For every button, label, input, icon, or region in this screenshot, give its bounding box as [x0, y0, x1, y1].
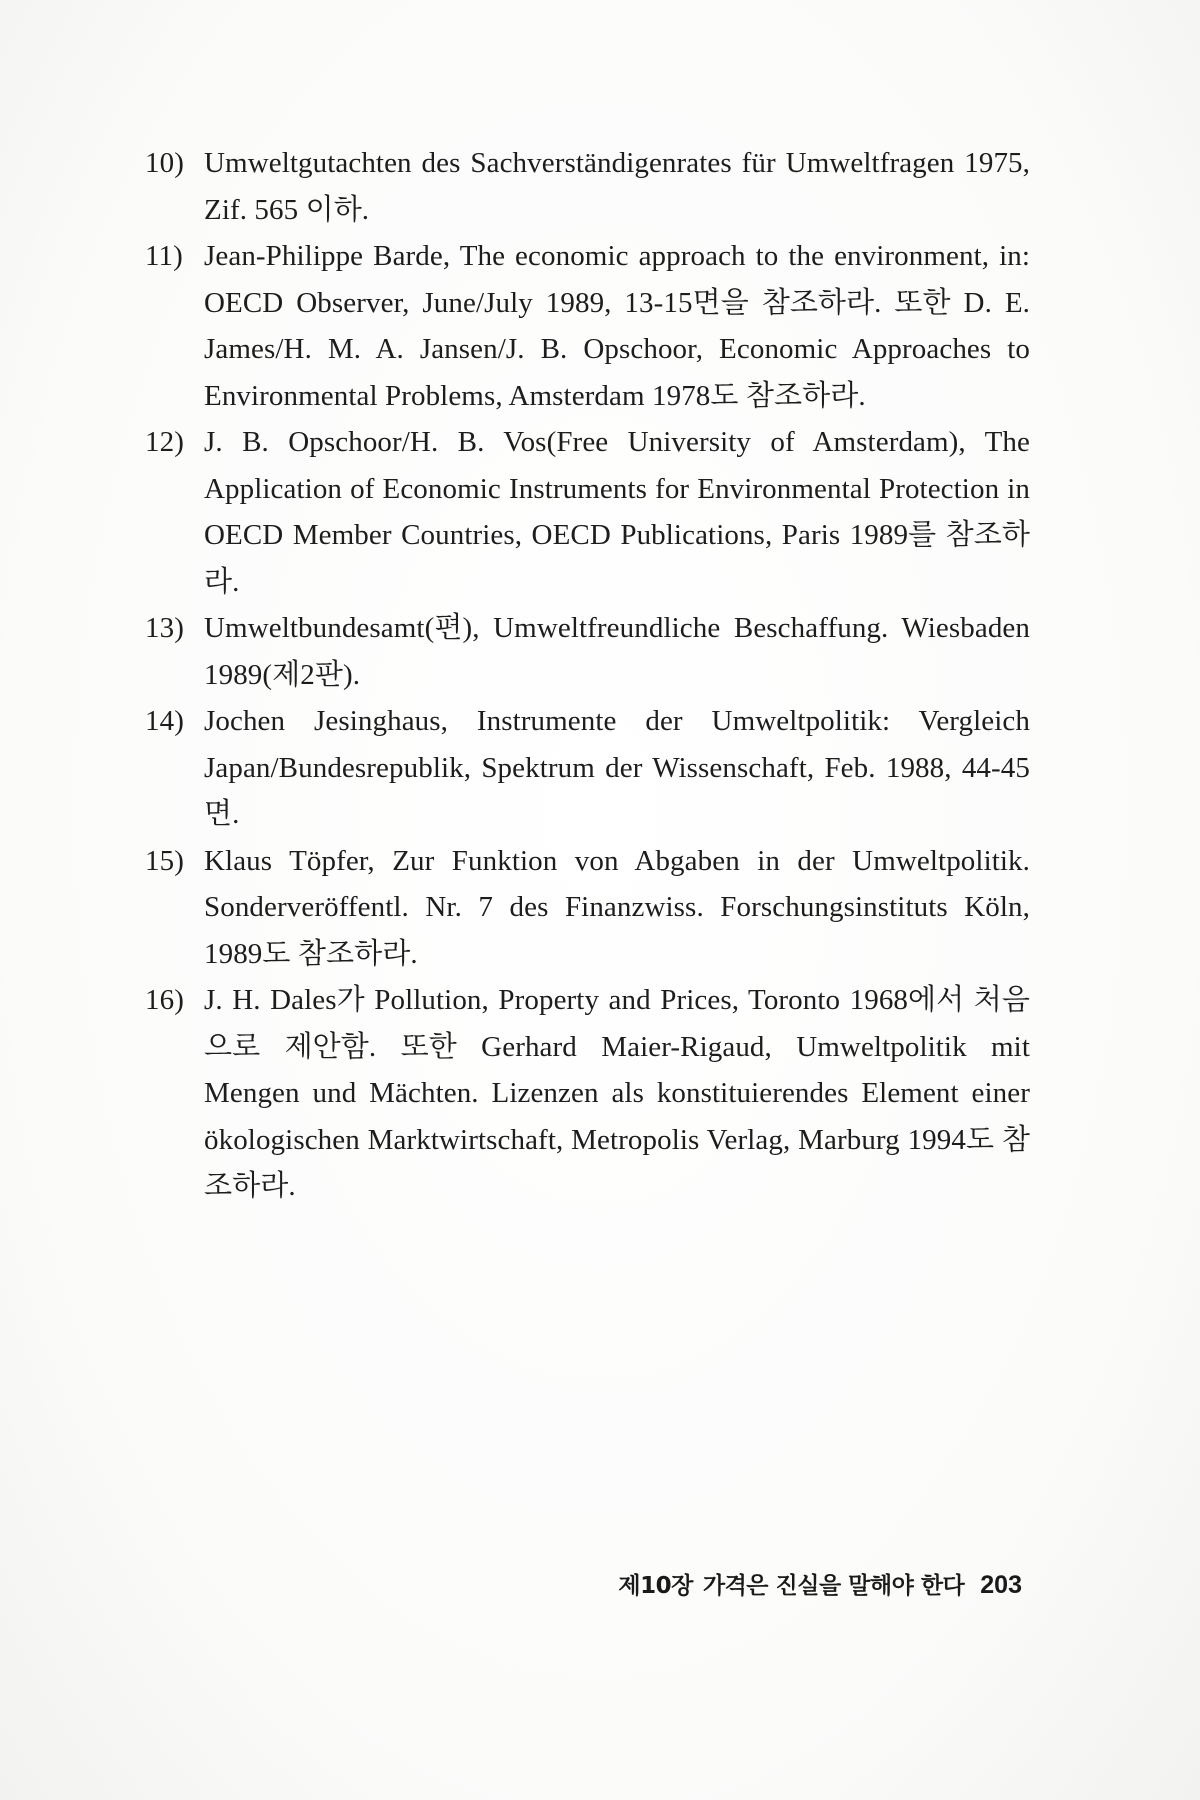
endnote-text: J. B. Opschoor/H. B. Vos(Free University of Amsterdam), The Application of Economic Instruments for Environmental Protection in OECD Member Countries, OECD Publications, Paris 1989를 참조하라.: [204, 426, 1030, 598]
endnote-number: 14): [145, 705, 184, 737]
endnote: [145, 977, 1030, 1210]
endnote-text: Jean-Philippe Barde, The economic approach to the environment, in: OECD Observer, June/July 1989, 13-15면을 참조하라. 또한 D. E. James/H. M. A. Jansen/J. B. Opschoor, Economic Approaches to Environmental Problems, Amsterdam 1978도 참조하라.: [204, 240, 1030, 412]
endnote-number: 13): [145, 612, 184, 644]
endnote: [145, 419, 1030, 605]
endnote-number: 16): [145, 984, 184, 1016]
endnotes-list: [145, 140, 1030, 1210]
endnote-text: Klaus Töpfer, Zur Funktion von Abgaben in der Umweltpolitik. Sonderveröffentl. Nr. 7 des Finanzwiss. Forschungsinstituts Köln, 1989도 참조하라.: [204, 844, 1030, 970]
chapter-title: 가격은 진실을 말해야 한다: [702, 1573, 965, 1599]
endnote-text: Jochen Jesinghaus, Instrumente der Umweltpolitik: Vergleich Japan/Bundesrepublik, Spektrum der Wissenschaft, Feb. 1988, 44-45면.: [204, 705, 1030, 830]
endnote-number: 11): [145, 240, 183, 272]
endnote: [145, 233, 1030, 419]
running-footer: [618, 1570, 1022, 1601]
chapter-label: 제10장: [618, 1573, 693, 1599]
endnote-text: J. H. Dales가 Pollution, Property and Prices, Toronto 1968에서 처음으로 제안함. 또한 Gerhard Maier-Rigaud, Umweltpolitik mit Mengen und Mächten. Lizenzen als konstituierendes Element einer ökologischen Marktwirtschaft, Metropolis Verlag, Marburg 1994도 참조하라.: [204, 984, 1030, 1202]
endnote: [145, 605, 1030, 698]
endnote-number: 12): [145, 426, 184, 458]
endnote: [145, 140, 1030, 233]
page-number: 203: [980, 1571, 1022, 1599]
endnote-number: 15): [145, 844, 184, 877]
endnote: [145, 698, 1030, 838]
endnote-number: 10): [145, 147, 184, 179]
endnote-text: Umweltgutachten des Sachverständigenrates für Umweltfragen 1975, Zif. 565 이하.: [204, 147, 1030, 226]
endnote-text: Umweltbundesamt(편), Umweltfreundliche Beschaffung. Wiesbaden 1989(제2판).: [204, 612, 1030, 691]
endnote: [145, 838, 1030, 978]
